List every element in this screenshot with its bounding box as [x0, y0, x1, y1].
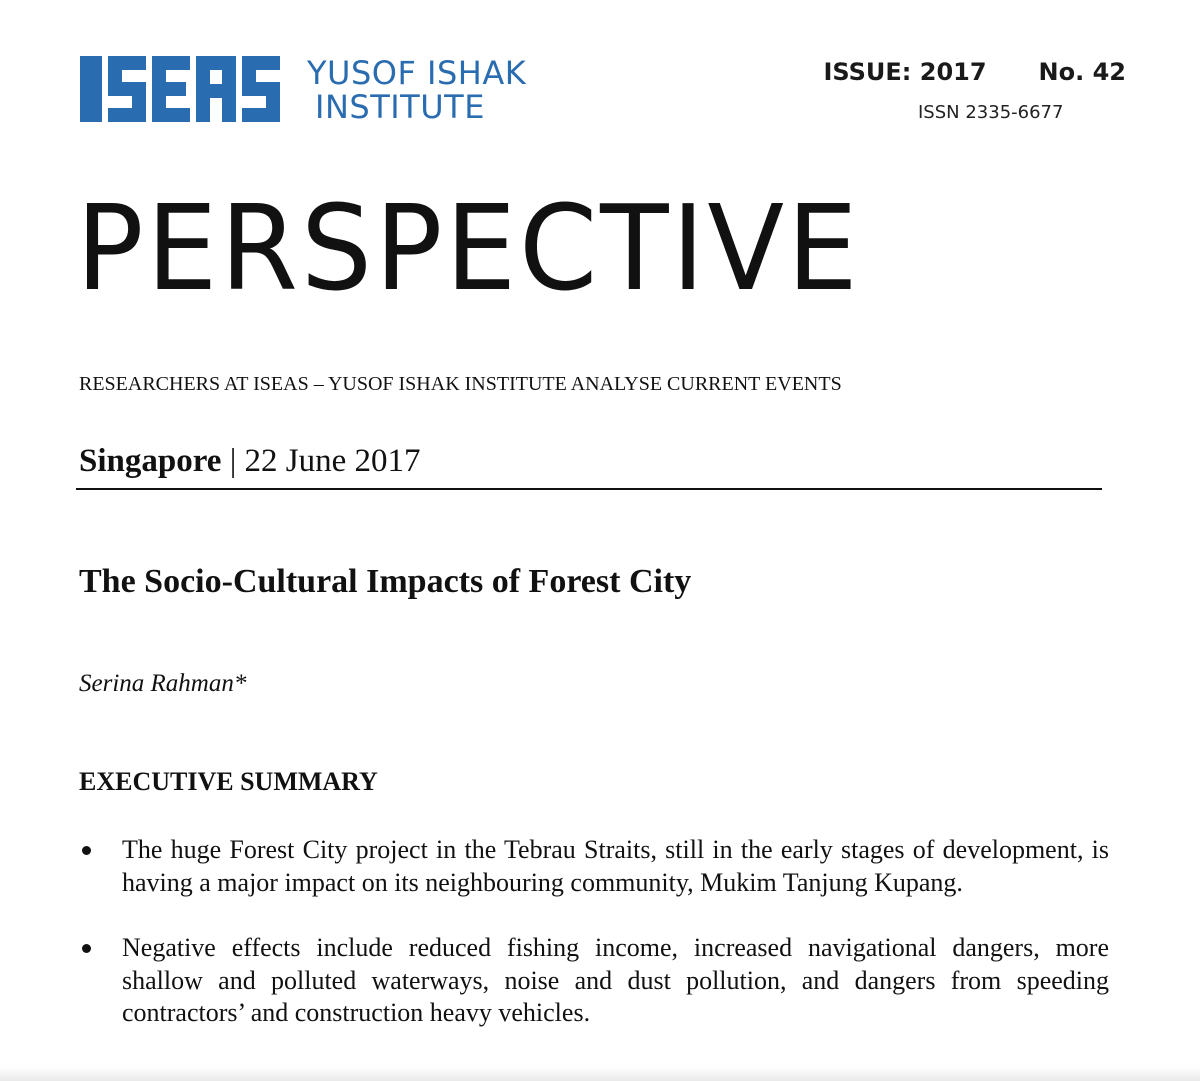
iseas-logo-mark	[80, 56, 290, 122]
header-divider	[76, 488, 1102, 490]
iseas-logo	[80, 54, 550, 126]
section-heading: EXECUTIVE SUMMARY	[79, 767, 378, 796]
tagline: RESEARCHERS AT ISEAS – YUSOF ISHAK INSTITUTE ANALYSE CURRENT EVENTS	[79, 373, 842, 395]
summary-item	[79, 834, 1109, 899]
article-title: The Socio-Cultural Impacts of Forest City	[79, 563, 692, 600]
summary-list	[79, 834, 1109, 1030]
issue-line	[823, 58, 1126, 86]
issue-info	[823, 58, 1126, 86]
dateline-place: Singapore	[79, 443, 222, 479]
institute-name-line1: YUSOF ISHAK	[307, 54, 527, 92]
issue-number: No. 42	[1038, 58, 1126, 86]
bullet-icon	[82, 944, 91, 953]
article-author: Serina Rahman*	[79, 670, 247, 697]
summary-item	[79, 932, 1109, 1030]
dateline-date: 22 June 2017	[244, 443, 421, 479]
page-bottom-edge	[0, 1067, 1200, 1081]
issue-label: ISSUE: 2017	[823, 58, 987, 86]
dateline-separator: |	[221, 443, 245, 479]
institute-name-line2: INSTITUTE	[315, 88, 485, 126]
summary-item-text: Negative effects include reduced fishing income, increased navigational dangers, more shallow and polluted waterways, noise and dust pollution, and dangers from speeding contractors’ and construction heavy vehicles.	[122, 933, 1109, 1027]
masthead-title: PERSPECTIVE	[76, 179, 861, 317]
issn: ISSN 2335-6677	[918, 102, 1064, 123]
dateline	[79, 443, 421, 480]
bullet-icon	[82, 846, 91, 855]
institute-name	[307, 56, 526, 124]
summary-item-text: The huge Forest City project in the Tebrau Straits, still in the early stages of development, is having a major impact on its neighbouring community, Mukim Tanjung Kupang.	[122, 835, 1109, 897]
